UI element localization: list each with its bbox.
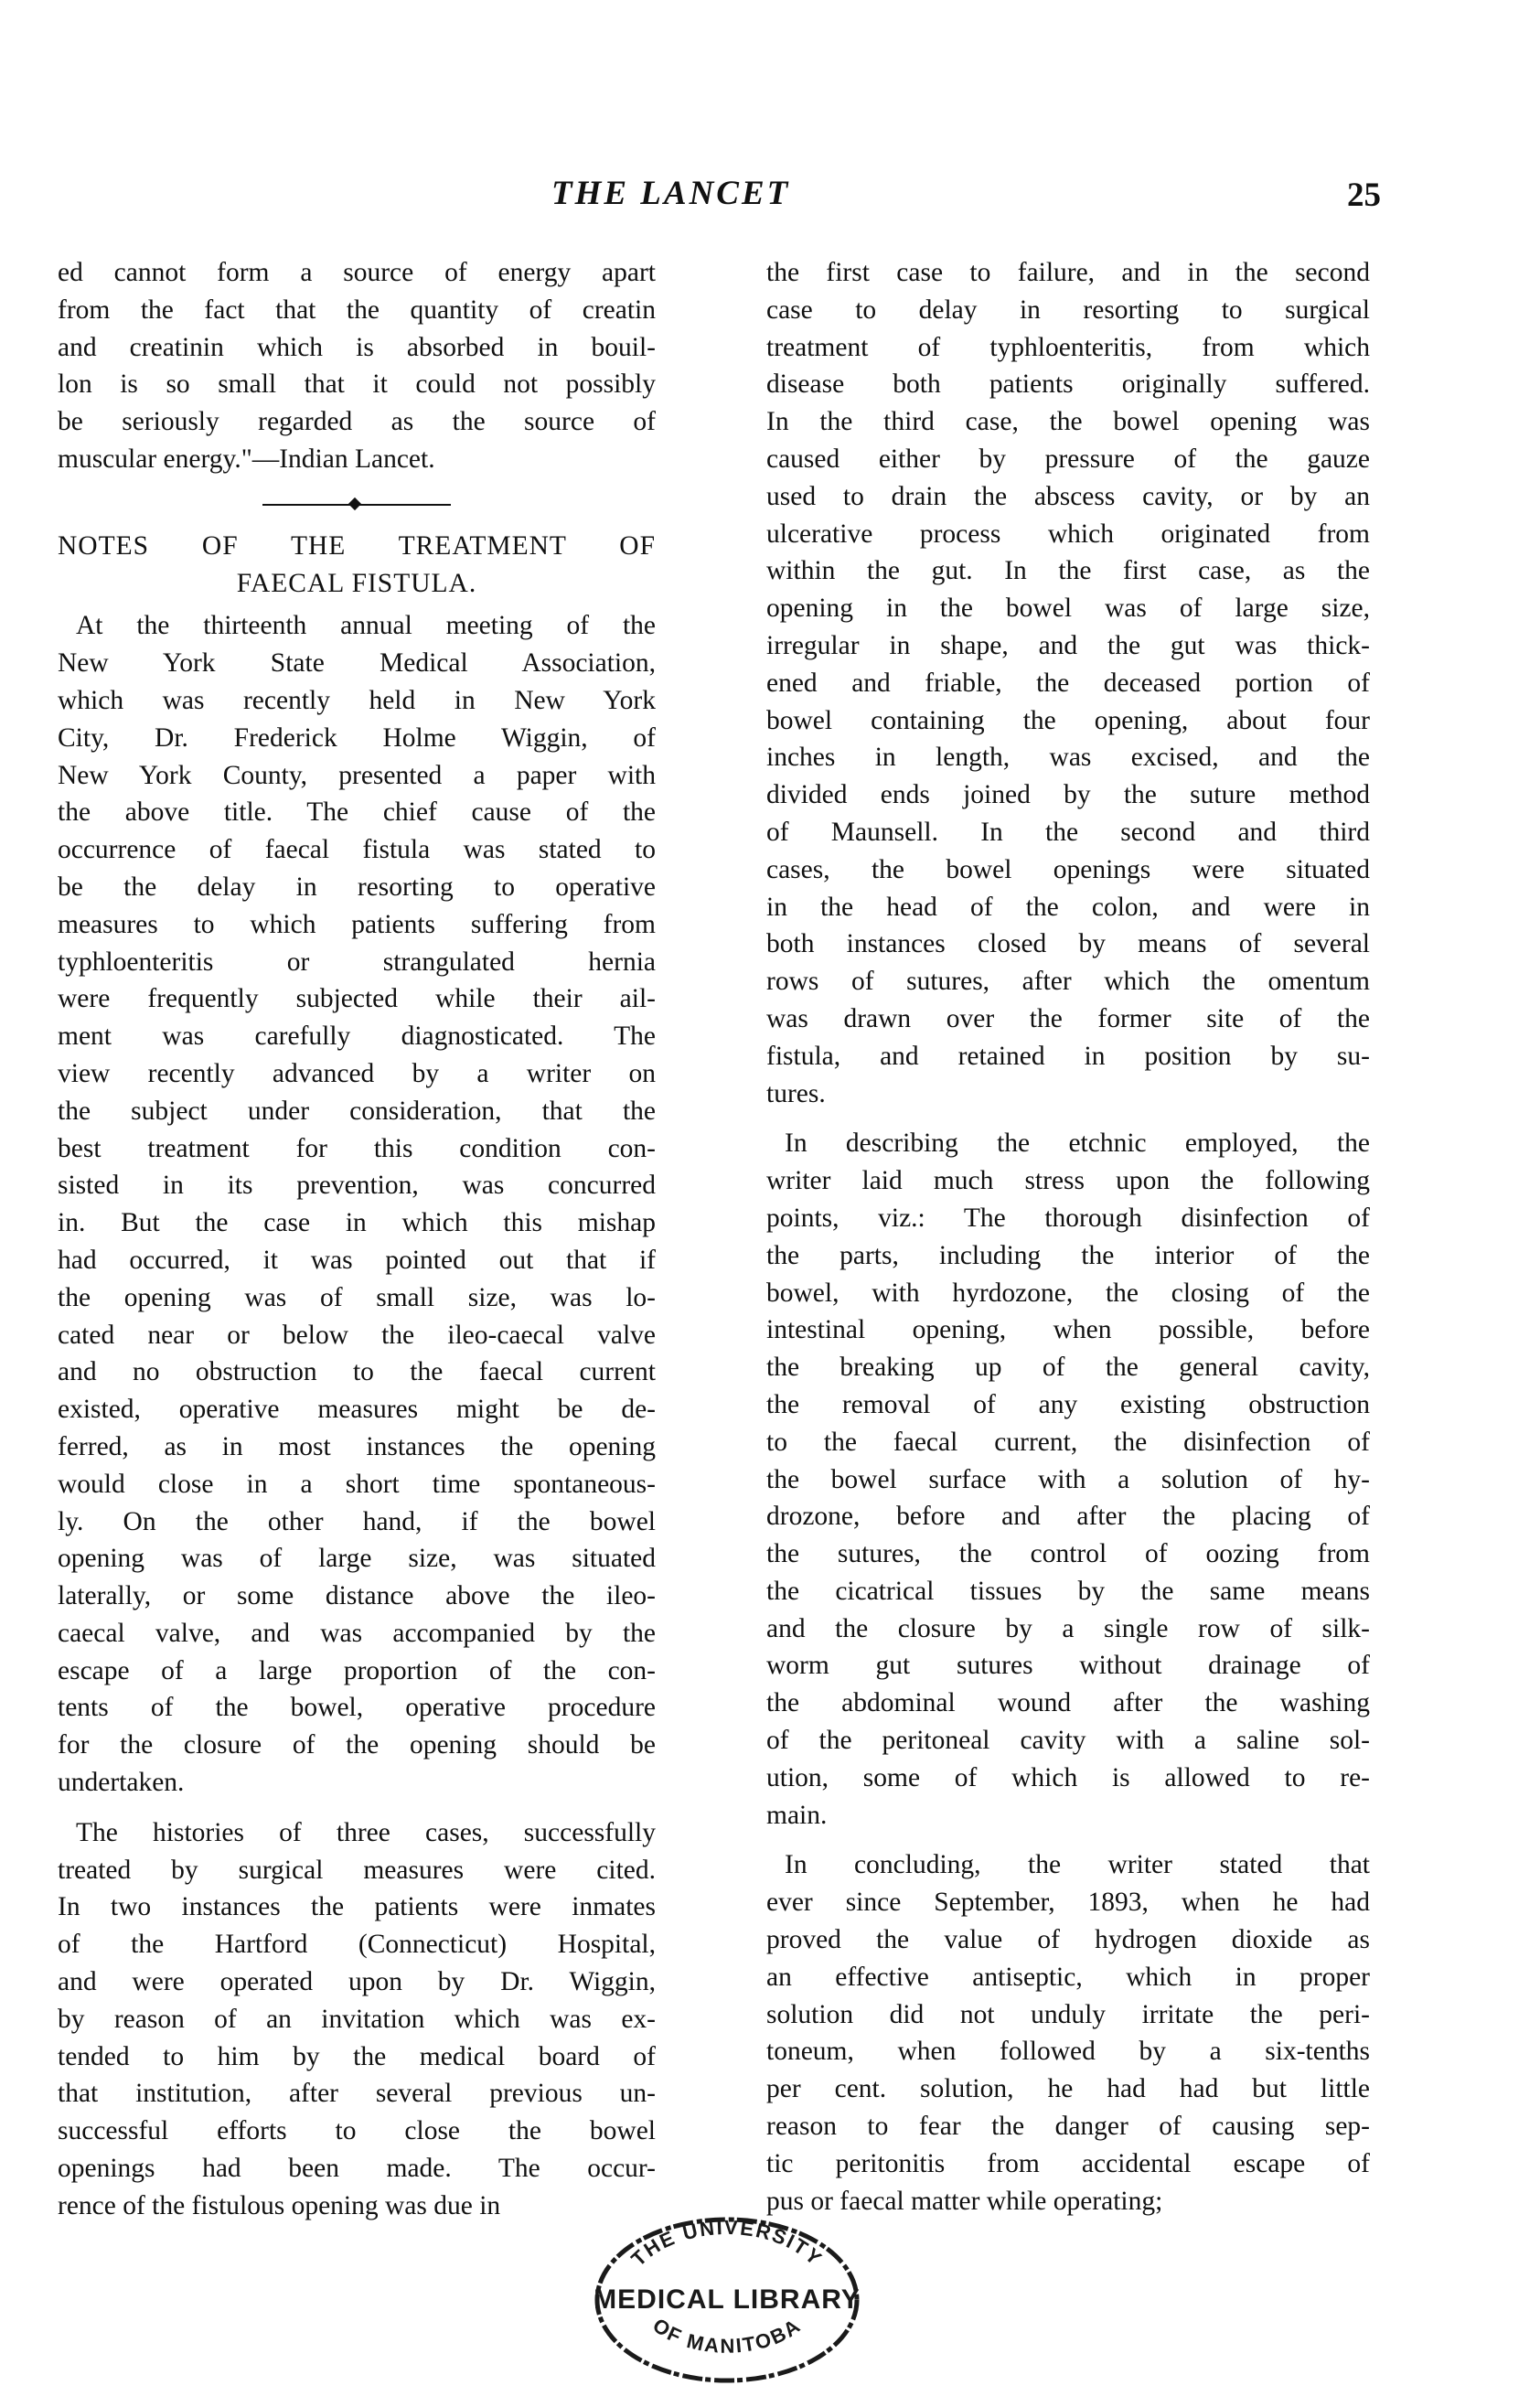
stamp-top-text: THE UNIVERSITY [626, 2215, 828, 2271]
text-line: opening in the bowel was of large size, [766, 594, 1370, 624]
text-line: be seriously regarded as the source of [58, 407, 656, 437]
library-stamp [585, 2213, 869, 2387]
text-line: main. [766, 1800, 828, 1830]
text-line: used to drain the abscess cavity, or by an [766, 481, 1370, 511]
text-line: the opening was of small size, was lo- [58, 1282, 656, 1312]
text-line: were frequently subjected while their ail- [58, 984, 656, 1014]
text-line: opening was of large size, was situated [58, 1544, 656, 1574]
text-line: the bowel surface with a solution of hy- [766, 1464, 1370, 1494]
text-line: intestinal opening, when possible, before [766, 1315, 1370, 1345]
article-heading-line-1: NOTES OF THE TREATMENT OF [58, 530, 656, 561]
text-line: divided ends joined by the suture method [766, 780, 1370, 810]
text-line: bowel, with hyrdozone, the closing of the [766, 1278, 1370, 1308]
text-line: The histories of three cases, successfully [76, 1817, 656, 1847]
text-line: per cent. solution, he had had but little [766, 2074, 1370, 2104]
text-line: ever since September, 1893, when he had [766, 1888, 1370, 1918]
text-line: measures to which patients suffering from [58, 909, 656, 939]
text-line: of Maunsell. In the second and third [766, 817, 1370, 847]
paragraph [766, 254, 1370, 1112]
text-line: escape of a large proportion of the con- [58, 1655, 656, 1685]
text-line: the parts, including the interior of the [766, 1240, 1370, 1270]
text-line: and creatinin which is absorbed in bouil- [58, 332, 656, 362]
library-stamp-graphic [585, 2213, 869, 2387]
text-line: openings had been made. The occur- [58, 2154, 656, 2184]
text-line: disease both patients originally suffered. [766, 369, 1370, 400]
quoted-continuation [58, 254, 656, 478]
text-line: had occurred, it was pointed out that if [58, 1245, 656, 1275]
text-line: City, Dr. Frederick Holme Wiggin, of [58, 722, 656, 753]
text-line: laterally, or some distance above the ileo- [58, 1581, 656, 1611]
text-line: tended to him by the medical board of [58, 2041, 656, 2071]
text-line: case to delay in resorting to surgical [766, 294, 1370, 325]
text-line: the sutures, the control of oozing from [766, 1539, 1370, 1569]
text-line: that institution, after several previous un- [58, 2079, 656, 2109]
text-line: ed cannot form a source of energy apart [58, 258, 656, 287]
text-line: and were operated upon by Dr. Wiggin, [58, 1967, 656, 1997]
section-divider [262, 498, 451, 511]
text-line: In two instances the patients were inmates [58, 1892, 656, 1922]
text-line: writer laid much stress upon the following [766, 1166, 1370, 1196]
text-line: points, viz.: The thorough disinfection of [766, 1203, 1370, 1233]
text-line: the breaking up of the general cavity, [766, 1353, 1370, 1383]
divider-ornament-icon [348, 497, 361, 510]
text-line: irregular in shape, and the gut was thick- [766, 630, 1370, 660]
text-line: the abdominal wound after the washing [766, 1688, 1370, 1718]
text-line: tents of the bowel, operative procedure [58, 1693, 656, 1723]
text-line: caecal valve, and was accompanied by the [58, 1618, 656, 1648]
text-line: the above title. The chief cause of the [58, 797, 656, 828]
text-line: In the third case, the bowel opening was [766, 407, 1370, 437]
text-line: ened and friable, the deceased portion of [766, 668, 1370, 698]
text-line: inches in length, was excised, and the [766, 743, 1370, 773]
text-line: to the faecal current, the disinfection of [766, 1427, 1370, 1457]
text-line: cated near or below the ileo-caecal valve [58, 1320, 656, 1350]
text-line: view recently advanced by a writer on [58, 1058, 656, 1088]
text-line: worm gut sutures without drainage of [766, 1651, 1370, 1681]
text-line: by reason of an invitation which was ex- [58, 2004, 656, 2034]
text-line: would close in a short time spontaneous- [58, 1469, 656, 1499]
text-line: bowel containing the opening, about four [766, 705, 1370, 735]
text-line: be the delay in resorting to operative [58, 872, 656, 902]
paragraph [58, 1814, 656, 2225]
text-line: At the thirteenth annual meeting of the [76, 611, 656, 641]
text-line: proved the value of hydrogen dioxide as [766, 1925, 1370, 1955]
text-line: an effective antiseptic, which in proper [766, 1962, 1370, 1992]
page-number: 25 [1347, 177, 1381, 214]
text-line: the subject under consideration, that the [58, 1096, 656, 1126]
text-line: was drawn over the former site of the [766, 1003, 1370, 1033]
text-line: of the peritoneal cavity with a saline sol- [766, 1726, 1370, 1756]
paragraph [58, 607, 656, 1802]
text-line: cases, the bowel openings were situated [766, 854, 1370, 884]
text-line: New York County, presented a paper with [58, 760, 656, 790]
text-line: from the fact that the quantity of creatin [58, 294, 656, 325]
text-line: the first case to failure, and in the second [766, 258, 1370, 287]
text-line: ly. On the other hand, if the bowel [58, 1506, 656, 1536]
text-line: best treatment for this condition con- [58, 1133, 656, 1163]
text-line: pus or faecal matter while operating; [766, 2186, 1163, 2216]
stamp-bottom-text: OF MANITOBA [648, 2313, 806, 2358]
text-line: in the head of the colon, and were in [766, 892, 1370, 922]
text-line: reason to fear the danger of causing sep- [766, 2112, 1370, 2142]
text-line: rows of sutures, after which the omentum [766, 967, 1370, 997]
left-column [58, 254, 656, 2225]
text-line: existed, operative measures might be de- [58, 1395, 656, 1425]
paragraph [766, 1125, 1370, 1834]
text-line: of the Hartford (Connecticut) Hospital, [58, 1930, 656, 1960]
text-line: solution did not unduly irritate the peri- [766, 1999, 1370, 2029]
text-line: In describing the etchnic employed, the [785, 1129, 1370, 1159]
text-line: rence of the fistulous opening was due in [58, 2190, 501, 2220]
text-line: the cicatrical tissues by the same means [766, 1576, 1370, 1606]
running-head [0, 174, 1540, 219]
text-line: occurrence of faecal fistula was stated to [58, 835, 656, 865]
text-line: New York State Medical Association, [58, 648, 656, 679]
stamp-center-text: MEDICAL LIBRARY [594, 2284, 861, 2315]
text-line: lon is so small that it could not possibly [58, 369, 656, 400]
text-line: ulcerative process which originated from [766, 519, 1370, 549]
text-line: fistula, and retained in position by su- [766, 1041, 1370, 1071]
text-line: drozone, before and after the placing of [766, 1502, 1370, 1532]
text-line: within the gut. In the first case, as the [766, 556, 1370, 586]
text-line: caused either by pressure of the gauze [766, 444, 1370, 474]
text-line: successful efforts to close the bowel [58, 2116, 656, 2146]
article-heading [58, 528, 656, 603]
text-line: toneum, when followed by a six-tenths [766, 2037, 1370, 2067]
text-line: for the closure of the opening should be [58, 1730, 656, 1760]
text-line: ment was carefully diagnosticated. The [58, 1022, 656, 1052]
text-line: both instances closed by means of several [766, 929, 1370, 959]
text-line: treated by surgical measures were cited. [58, 1855, 656, 1885]
text-line: ferred, as in most instances the opening [58, 1431, 656, 1461]
text-line: and the closure by a single row of silk- [766, 1613, 1370, 1643]
text-line: and no obstruction to the faecal current [58, 1357, 656, 1387]
article-heading-line-2: FAECAL FISTULA. [236, 568, 477, 598]
text-line: treatment of typhloenteritis, from which [766, 332, 1370, 362]
text-line: which was recently held in New York [58, 685, 656, 715]
text-line: ution, some of which is allowed to re- [766, 1762, 1370, 1792]
text-line: undertaken. [58, 1768, 185, 1798]
paragraph [766, 1846, 1370, 2220]
journal-title: THE LANCET [551, 175, 791, 212]
right-column [766, 254, 1370, 2220]
text-line: typhloenteritis or strangulated hernia [58, 947, 656, 977]
text-line: in. But the case in which this mishap [58, 1208, 656, 1238]
text-line: tures. [766, 1078, 826, 1108]
text-line: sisted in its prevention, was concurred [58, 1171, 656, 1201]
text-line: muscular energy."—Indian Lancet. [58, 444, 435, 474]
text-line: tic peritonitis from accidental escape of [766, 2148, 1370, 2178]
text-line: the removal of any existing obstruction [766, 1389, 1370, 1419]
text-line: In concluding, the writer stated that [785, 1850, 1370, 1880]
